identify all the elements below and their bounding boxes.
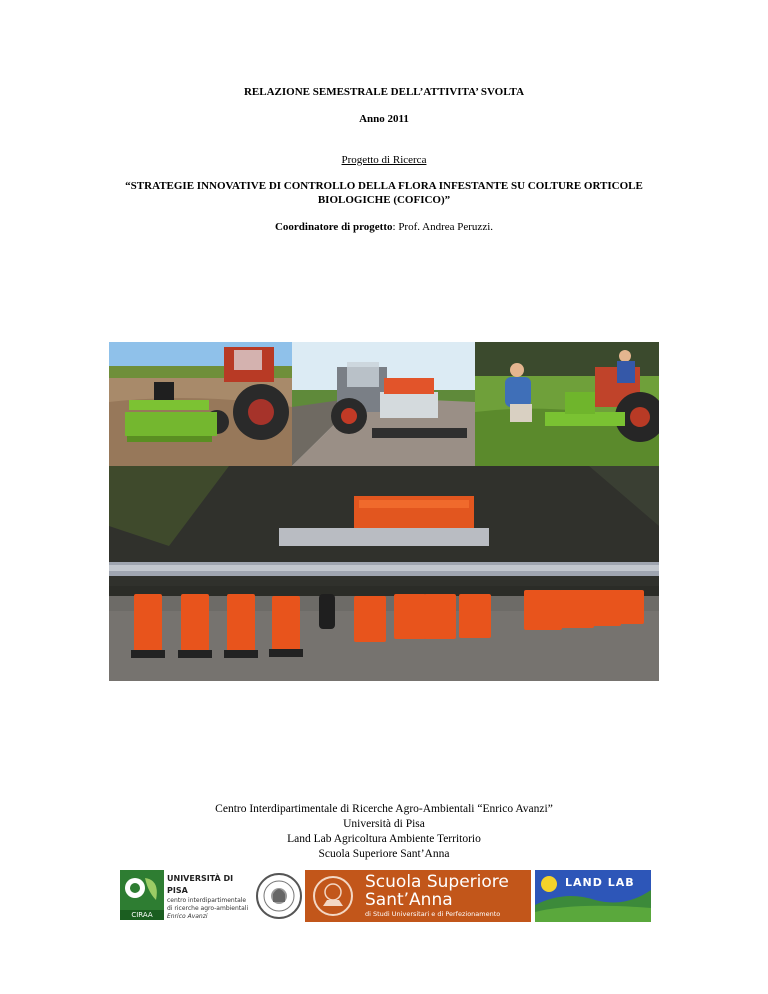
photo-tractor-orange-machine [292, 342, 475, 466]
institution-ciraa: Centro Interdipartimentale di Ricerche Agro-Ambientali “Enrico Avanzi” [215, 803, 553, 815]
unipi-seal-logo [255, 872, 303, 920]
project-label: Progetto di Ricerca [341, 154, 427, 166]
unipi-logo-name: UNIVERSITÀ DI PISA [167, 874, 234, 895]
institution-landlab: Land Lab Agricoltura Ambiente Territorio [287, 833, 481, 845]
landlab-logo [535, 870, 651, 922]
institution-sssa: Scuola Superiore Sant’Anna [318, 848, 450, 860]
coordinator-name: Prof. Andrea Peruzzi. [395, 221, 494, 233]
sssa-logo-line3: di Studi Universitari e di Perfezionamento [365, 910, 501, 918]
unipi-logo [167, 873, 253, 921]
report-title: RELAZIONE SEMESTRALE DELL’ATTIVITA’ SVOLTA [243, 86, 525, 98]
coordinator [0, 220, 768, 234]
project-title-line1: “STRATEGIE INNOVATIVE DI CONTROLLO DELLA FLORA INFESTANTE SU COLTURE ORTICOLE [125, 180, 643, 192]
landlab-logo-text: LAND LAB [565, 876, 635, 889]
unipi-logo-sub1: centro interdipartimentale [167, 897, 247, 904]
unipi-logo-sub2: di ricerche agro-ambientali [167, 905, 249, 912]
sssa-logo [305, 870, 531, 922]
unipi-logo-sub3: Enrico Avanzi [167, 913, 208, 920]
ciraa-logo-text: CIRAA [120, 910, 164, 920]
report-year: Anno 2011 [359, 113, 409, 125]
institution-unipi: Università di Pisa [343, 818, 425, 830]
coordinator-label: Coordinatore di progetto [274, 221, 393, 233]
sssa-logo-line2: Sant’Anna [365, 890, 453, 910]
ciraa-logo [120, 870, 164, 920]
photo-orange-units-lineup [109, 466, 659, 681]
project-title-line2: BIOLOGICHE (COFICO)” [317, 194, 451, 206]
coordinator-sep: : [392, 221, 396, 233]
photo-tractor-green-weeder [109, 342, 292, 466]
photo-man-with-tractor [475, 342, 659, 466]
sssa-logo-line1: Scuola Superiore [365, 872, 509, 892]
